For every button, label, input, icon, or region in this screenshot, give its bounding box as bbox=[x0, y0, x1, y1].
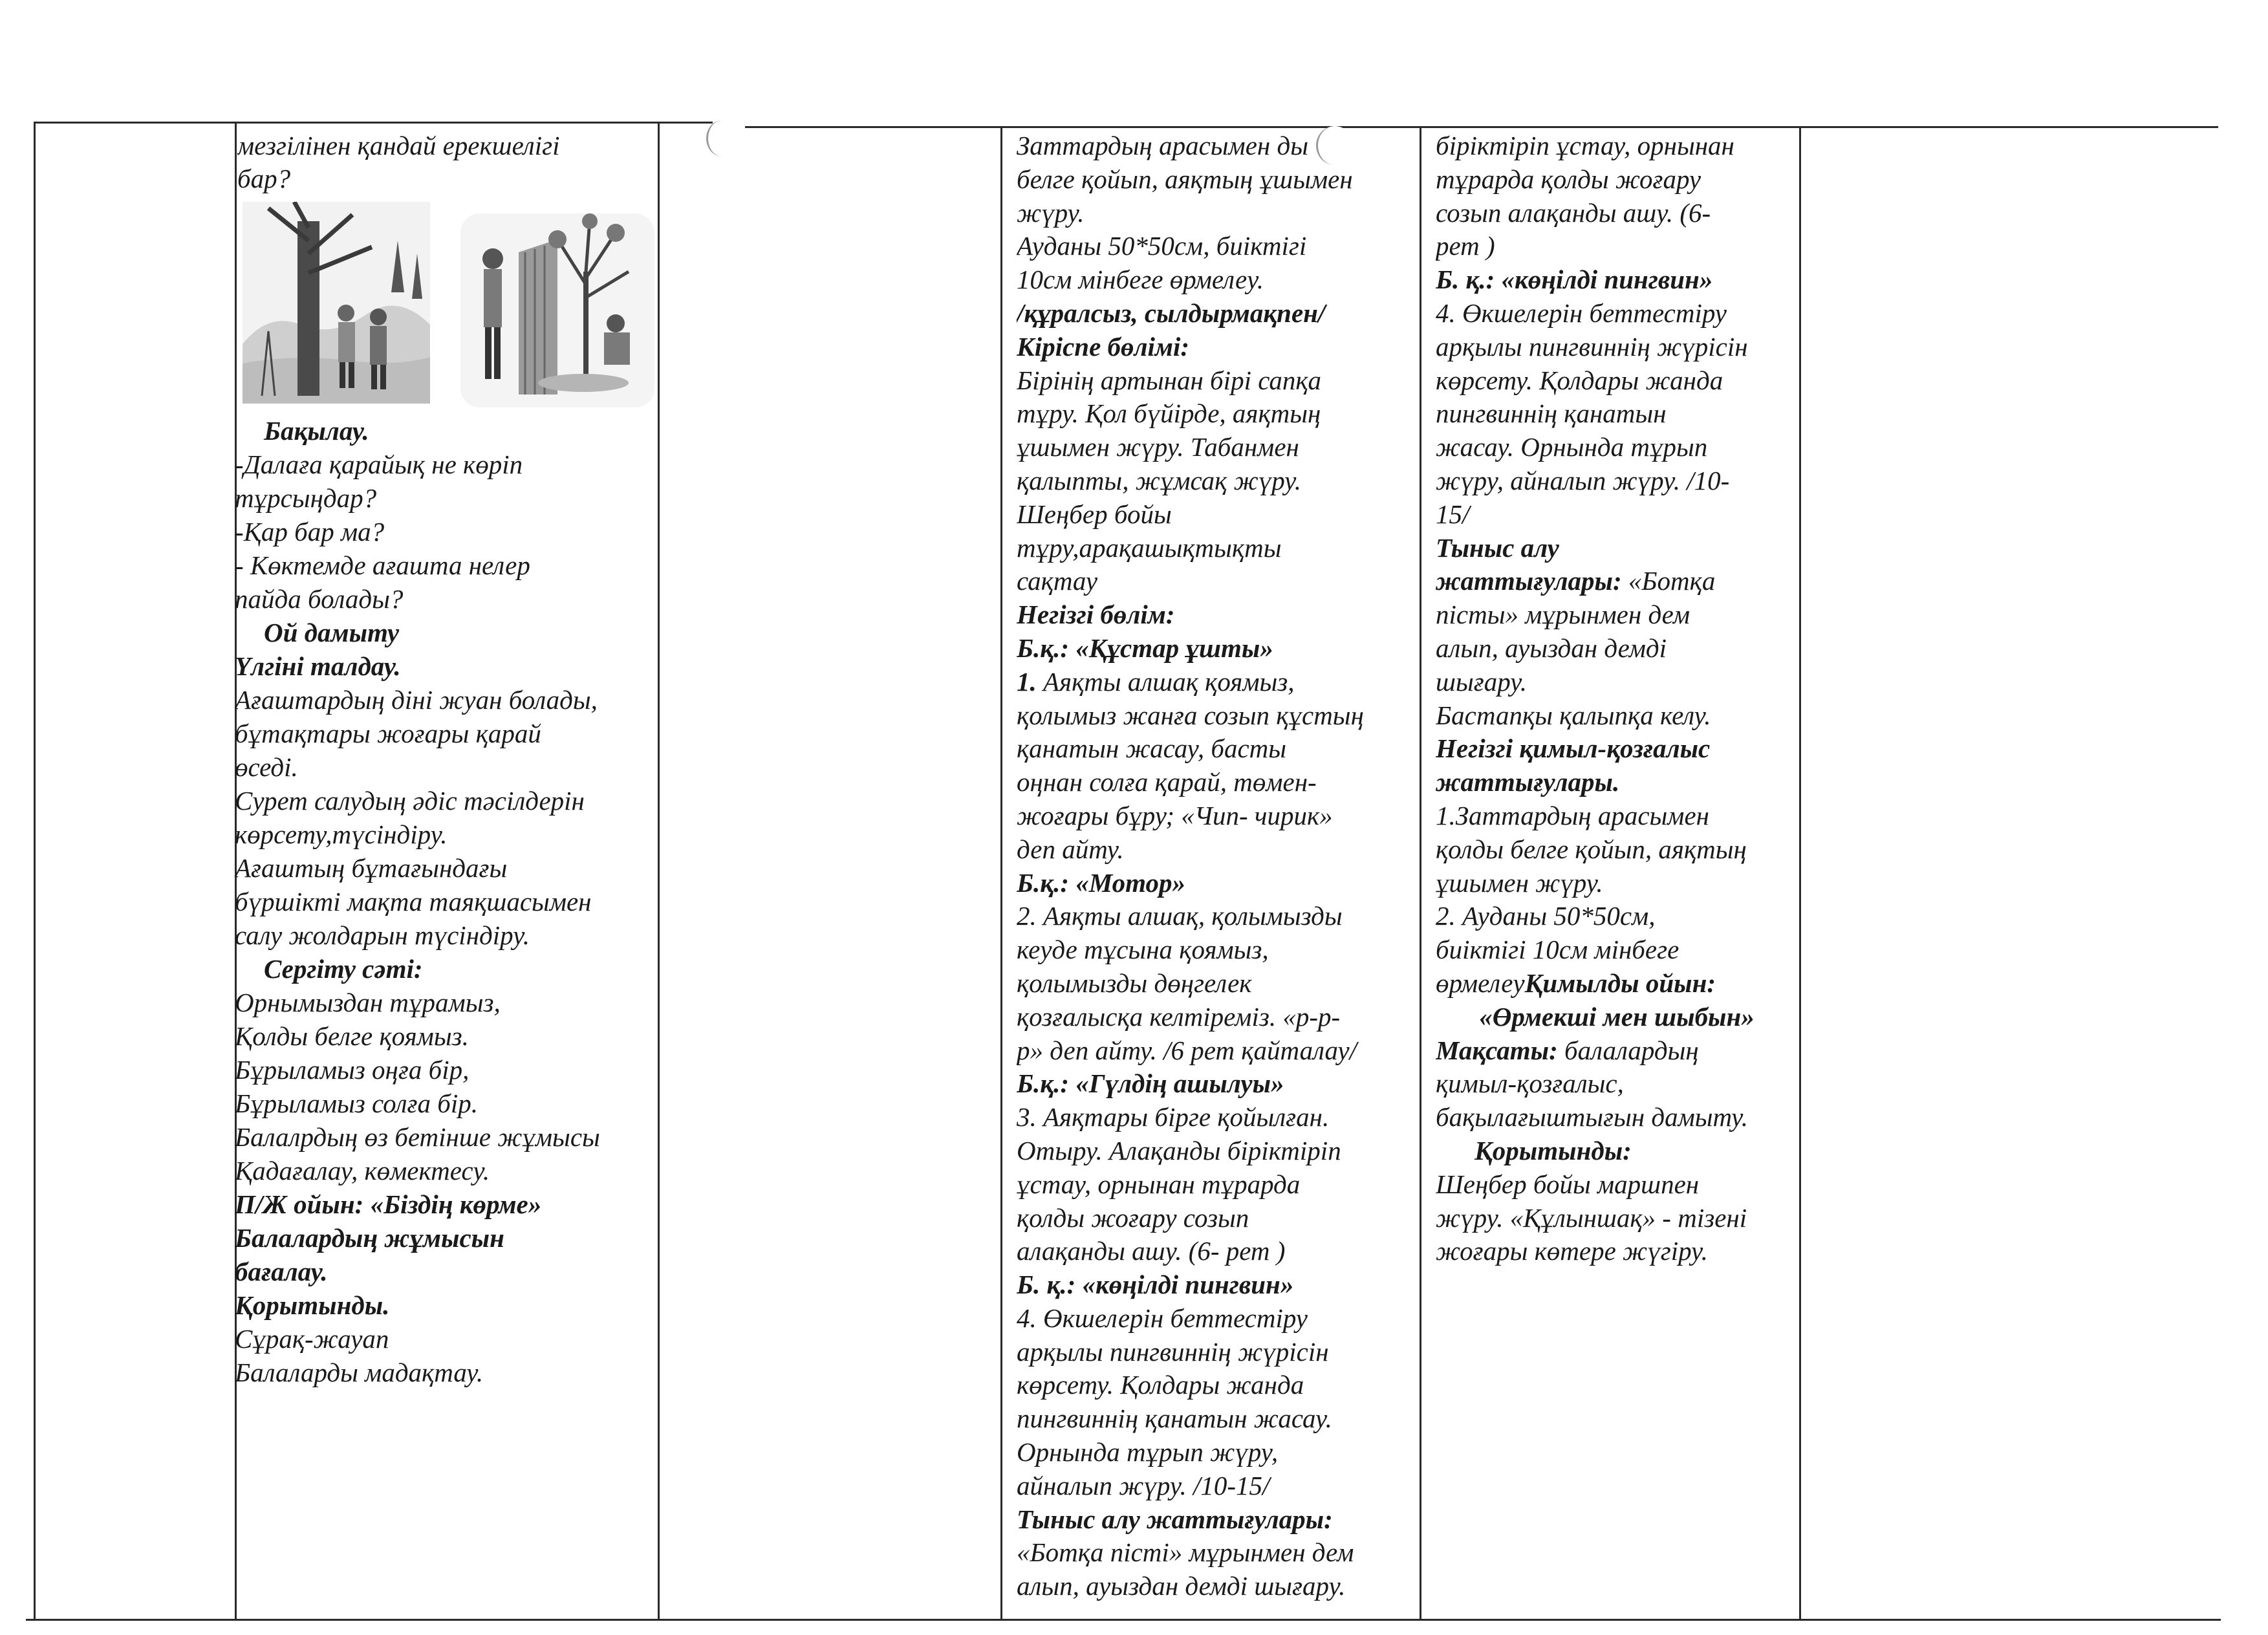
text-line: көрсету. Қолдары жанда bbox=[1017, 1370, 1304, 1400]
text-line: 1. Аяқты алшақ қоямыз, bbox=[1017, 666, 1295, 697]
text-line: Б.қ.: «Гүлдің ашылуы» bbox=[1017, 1068, 1284, 1099]
text-line: ұстау, орнынан тұрарда bbox=[1017, 1169, 1301, 1199]
text-line: - Көктемде ағашта нелер bbox=[235, 550, 530, 580]
text-line: 2. Аяқты алшақ, қолымызды bbox=[1017, 901, 1343, 931]
text-line: мезгілінен қандай ерекшелігі bbox=[237, 131, 560, 160]
table-left-border bbox=[34, 122, 36, 1619]
text-line: Орнымыздан тұрамыз, bbox=[235, 988, 501, 1017]
text-line: Балалрдың өз бетінше жұмысы bbox=[235, 1122, 600, 1152]
text-line: биіктігі 10см мінбеге bbox=[1436, 935, 1679, 965]
text-line: Кіріспе бөлімі: bbox=[1017, 331, 1190, 362]
text-line: ұшымен жүру. bbox=[1436, 867, 1603, 898]
column-divider-2 bbox=[658, 122, 660, 1619]
text-line: -Қар бар ма? bbox=[235, 517, 385, 547]
text-line: арқылы пингвиннің жүрісін bbox=[1017, 1336, 1329, 1367]
text-line: айналып жүру. /10-15/ bbox=[1017, 1470, 1270, 1500]
text-line: Ой дамыту bbox=[264, 618, 400, 647]
text-line: /құралсыз, сылдырмақпен/ bbox=[1017, 298, 1326, 328]
text-line: қолды белге қойып, аяқтың bbox=[1436, 834, 1747, 864]
text-line: Б. қ.: «көңілді пингвин» bbox=[1017, 1270, 1294, 1300]
text-line: Негізгі бөлім: bbox=[1017, 600, 1175, 630]
text-line: ұшымен жүру. Табанмен bbox=[1017, 432, 1299, 462]
text-line: Қолды белге қоямыз. bbox=[235, 1021, 469, 1051]
text-line: пісты» мұрынмен дем bbox=[1436, 600, 1690, 630]
text-line: жүру, айналып жүру. /10- bbox=[1436, 465, 1730, 495]
text-line: Қорытынды. bbox=[235, 1290, 390, 1320]
text-line: жоғары көтере жүгіру. bbox=[1436, 1236, 1708, 1266]
text-line: тұрарда қолды жоғару bbox=[1436, 164, 1701, 194]
text-line: Бақылау. bbox=[264, 416, 369, 446]
column-1-top-text bbox=[237, 129, 654, 195]
text-line: Отыру. Алақанды біріктіріп bbox=[1017, 1135, 1341, 1165]
text-line: бақылағыштығын дамыту. bbox=[1436, 1102, 1749, 1132]
punch-hole-mark bbox=[706, 120, 738, 157]
text-line: 15/ bbox=[1436, 499, 1470, 529]
text-line: -Далаға қарайық не көріп bbox=[235, 449, 523, 479]
column-1-lesson-text bbox=[235, 414, 655, 1389]
text-line: Негізгі қимыл-қозғалыс bbox=[1436, 733, 1711, 764]
table-top-border bbox=[34, 122, 713, 124]
text-line: Бірінің артынан бірі сапқа bbox=[1017, 365, 1322, 395]
text-line: тұрсыңдар? bbox=[235, 483, 377, 513]
text-line: Қадағалау, көмектесу. bbox=[235, 1156, 490, 1186]
text-line: алып, ауыздан демді шығару. bbox=[1017, 1571, 1346, 1601]
text-line: Сергіту сәті: bbox=[264, 954, 423, 984]
text-line: жүру. «Құлыншақ» - тізені bbox=[1436, 1202, 1747, 1233]
text-line: жоғары бұру; «Чип- чирик» bbox=[1017, 800, 1333, 830]
text-line: көрсету. Қолдары жанда bbox=[1436, 365, 1723, 395]
text-line: оңнан солға қарай, төмен- bbox=[1017, 767, 1317, 797]
text-line: Б. қ.: «көңілді пингвин» bbox=[1436, 265, 1713, 295]
text-line: пайда болады? bbox=[235, 584, 404, 614]
text-line: деп айту. bbox=[1017, 834, 1124, 864]
text-line: бүршікті мақта таяқшасымен bbox=[235, 887, 592, 916]
text-line: Ауданы 50*50см, биіктігі bbox=[1017, 231, 1307, 261]
table-bottom-border bbox=[26, 1619, 2221, 1621]
text-line: Бұрыламыз солға бір. bbox=[235, 1088, 479, 1118]
column-divider-4 bbox=[1420, 126, 1421, 1619]
text-line: Тыныс алу bbox=[1436, 532, 1559, 563]
text-line: Тыныс алу жаттығулары: bbox=[1017, 1504, 1333, 1534]
text-line: жасау. Орнында тұрып bbox=[1436, 432, 1708, 462]
text-line: жаттығулары. bbox=[1436, 767, 1620, 797]
text-line: жаттығулары: «Ботқа bbox=[1436, 566, 1716, 596]
text-line: 3. Аяқтары бірге қойылған. bbox=[1017, 1102, 1330, 1132]
illustration-children-observing-tree bbox=[243, 202, 430, 404]
table-top-border-right bbox=[745, 126, 2218, 128]
text-line: Ағаштардың діні жуан болады, bbox=[235, 685, 598, 715]
text-line: қолды жоғару созып bbox=[1017, 1202, 1249, 1233]
text-line: алып, ауыздан демді bbox=[1436, 633, 1667, 663]
text-line: Қорытынды: bbox=[1474, 1135, 1632, 1165]
text-line: Балалардың жұмысын bbox=[235, 1223, 504, 1253]
text-line: көрсету,түсіндіру. bbox=[235, 819, 448, 849]
text-line: 4. Өкшелерін беттестіру bbox=[1017, 1303, 1308, 1333]
illustration-children-planting-tree bbox=[460, 213, 654, 407]
text-line: р» деп айту. /6 рет қайталау/ bbox=[1017, 1035, 1357, 1065]
text-line: Үлгіні талдау. bbox=[235, 651, 401, 681]
text-line: қанатын жасау, басты bbox=[1017, 733, 1287, 764]
text-line: өседі. bbox=[235, 752, 298, 782]
text-line: Шеңбер бойы маршпен bbox=[1436, 1169, 1700, 1199]
text-line: «Өрмекші мен шыбын» bbox=[1479, 1001, 1755, 1032]
text-line: тұру. Қол бүйірде, аяқтың bbox=[1017, 398, 1321, 429]
text-line: Заттардың арасымен ды bbox=[1017, 131, 1308, 160]
text-line: рет ) bbox=[1436, 231, 1495, 261]
text-line: П/Ж ойын: «Біздің көрме» bbox=[235, 1189, 542, 1219]
text-line: Бұрыламыз оңға бір, bbox=[235, 1055, 470, 1085]
text-line: қолымызды дөңгелек bbox=[1017, 968, 1252, 998]
text-line: Бастапқы қалыпқа келу. bbox=[1436, 700, 1711, 730]
text-line: қозғалысқа келтіреміз. «р-р- bbox=[1017, 1001, 1341, 1032]
text-line: 1.Заттардың арасымен bbox=[1436, 800, 1709, 830]
text-line: тұру,арақашықтықты bbox=[1017, 532, 1282, 563]
text-line: «Ботқа пісті» мұрынмен дем bbox=[1017, 1537, 1354, 1568]
text-line: Ағаштың бұтағындағы bbox=[235, 853, 508, 883]
column-divider-5 bbox=[1799, 126, 1801, 1619]
text-line: қалыпты, жұмсақ жүру. bbox=[1017, 465, 1302, 495]
text-line: 2. Ауданы 50*50см, bbox=[1436, 901, 1656, 931]
text-line: сақтау bbox=[1017, 566, 1098, 596]
text-line: Сұрақ-жауап bbox=[235, 1324, 389, 1354]
column-divider-3 bbox=[1000, 126, 1002, 1619]
text-line: бар? bbox=[237, 164, 291, 194]
text-line: белге қойып, аяқтың ұшымен bbox=[1017, 164, 1353, 194]
text-line: біріктіріп ұстау, орнынан bbox=[1436, 131, 1734, 160]
text-line: қолымыз жанға созып құстың bbox=[1017, 700, 1364, 730]
text-line: арқылы пингвиннің жүрісін bbox=[1436, 331, 1748, 362]
text-line: қимыл-қозғалыс, bbox=[1436, 1068, 1624, 1099]
text-line: созып алақанды ашу. (6- bbox=[1436, 197, 1711, 228]
text-line: пингвиннің қанатын bbox=[1436, 398, 1667, 429]
text-line: алақанды ашу. (6- рет ) bbox=[1017, 1236, 1286, 1266]
text-line: Шеңбер бойы bbox=[1017, 499, 1172, 529]
text-line: Б.қ.: «Құстар ұшты» bbox=[1017, 633, 1273, 663]
column-4-exercise-text bbox=[1436, 129, 1798, 1268]
column-3-exercise-text bbox=[1017, 129, 1418, 1603]
text-line: Балаларды мадақтау. bbox=[235, 1358, 484, 1387]
text-line: Мақсаты: балалардың bbox=[1436, 1035, 1699, 1065]
text-line: Б.қ.: «Мотор» bbox=[1017, 867, 1185, 898]
text-line: Орнында тұрып жүру, bbox=[1017, 1437, 1279, 1467]
text-line: 4. Өкшелерін беттестіру bbox=[1436, 298, 1727, 328]
text-line: шығару. bbox=[1436, 666, 1528, 697]
text-line: бағалау. bbox=[235, 1257, 328, 1286]
text-line: кеуде тұсына қоямыз, bbox=[1017, 935, 1269, 965]
text-line: өрмелеуҚимылды ойын: bbox=[1436, 968, 1716, 998]
text-line: Сурет салудың әдіс тәсілдерін bbox=[235, 786, 585, 816]
text-line: бұтақтары жоғары қарай bbox=[235, 719, 541, 748]
text-line: пингвиннің қанатын жасау. bbox=[1017, 1403, 1332, 1434]
text-line: 10см мінбеге өрмелеу. bbox=[1017, 265, 1264, 295]
text-line: жүру. bbox=[1017, 197, 1085, 228]
text-line: салу жолдарын түсіндіру. bbox=[235, 920, 530, 950]
